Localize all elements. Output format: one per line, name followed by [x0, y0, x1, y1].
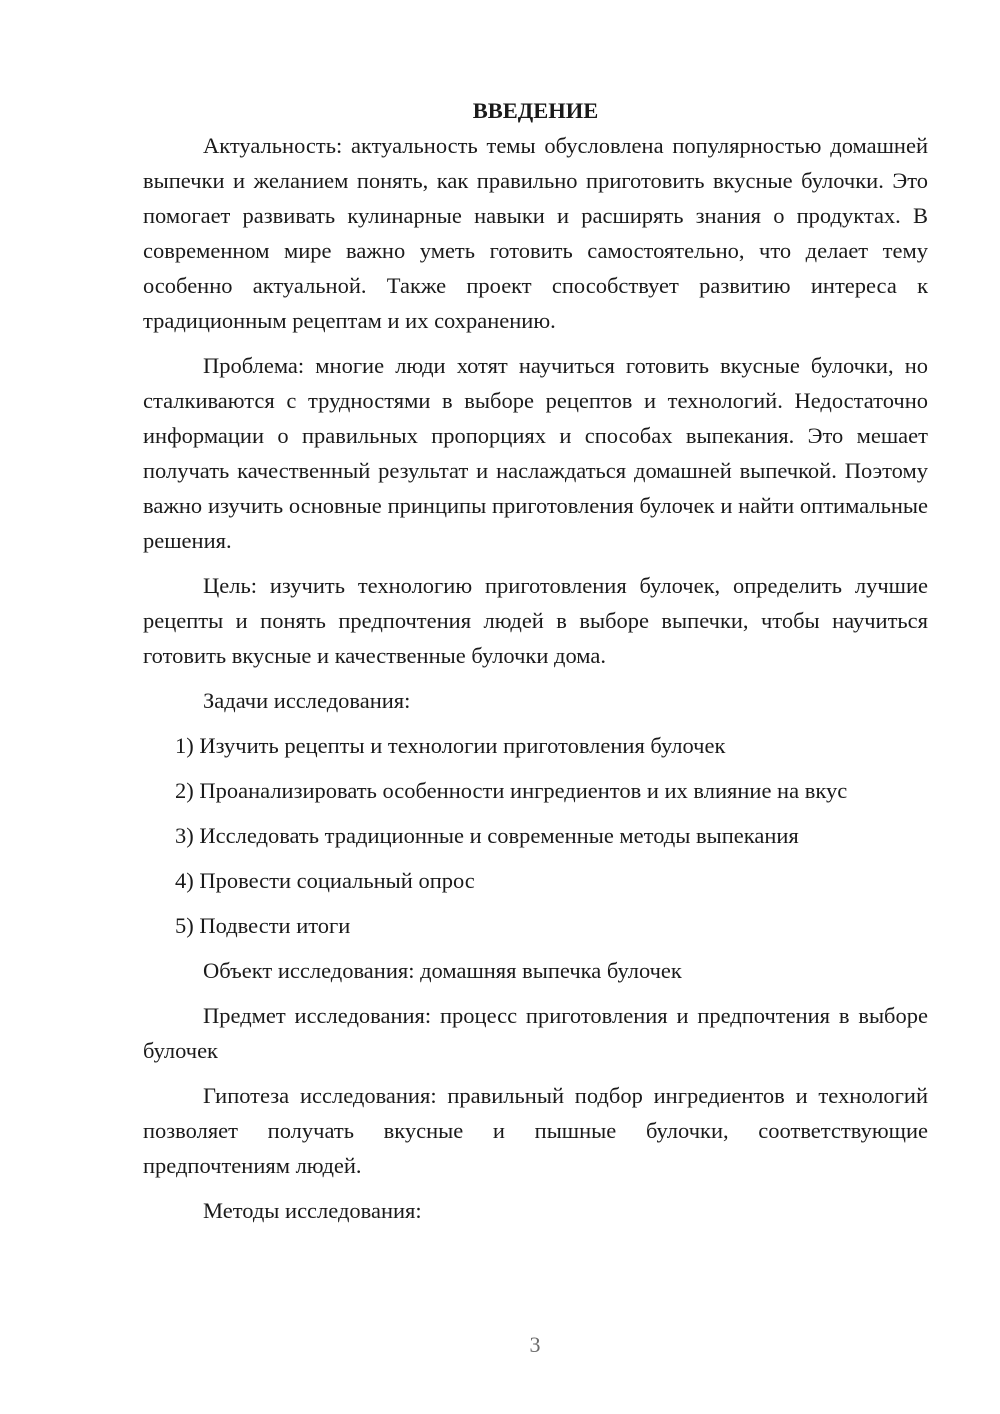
tasks-heading: Задачи исследования: — [203, 688, 411, 713]
hypothesis-paragraph: Гипотеза исследования: правильный подбор ингредиентов и технологий позволяет получать вкусные и пышные булочки, соответствующие предпочтениям людей. — [143, 1083, 928, 1178]
object-paragraph: Объект исследования: домашняя выпечка булочек — [203, 958, 682, 983]
subject-paragraph: Предмет исследования: процесс приготовления и предпочтения в выборе булочек — [143, 1003, 928, 1063]
page-content — [143, 93, 928, 1228]
problem-paragraph: Проблема: многие люди хотят научиться готовить вкусные булочки, но сталкиваются с трудностями в выборе рецептов и технологий. Недостаточно информации о правильных пропорциях и способах выпекания. Это мешает получать качественный результат и наслаждаться домашней выпечкой. Поэтому важно изучить основные принципы приготовления булочек и найти оптимальные решения. — [143, 353, 928, 553]
methods-heading: Методы исследования: — [203, 1198, 422, 1223]
task-item: 1) Изучить рецепты и технологии приготовления булочек — [175, 733, 726, 758]
task-item: 5) Подвести итоги — [175, 913, 351, 938]
task-item: 4) Провести социальный опрос — [175, 868, 475, 893]
goal-paragraph: Цель: изучить технологию приготовления булочек, определить лучшие рецепты и понять предпочтения людей в выборе выпечки, чтобы научиться готовить вкусные и качественные булочки дома. — [143, 573, 928, 668]
tasks-list — [143, 728, 928, 943]
relevance-paragraph: Актуальность: актуальность темы обусловлена популярностью домашней выпечки и желанием понять, как правильно приготовить вкусные булочки. Это помогает развивать кулинарные навыки и расширять знания о продуктах. В современном мире важно уметь готовить самостоятельно, что делает тему особенно актуальной. Также проект способствует развитию интереса к традиционным рецептам и их сохранению. — [143, 133, 928, 333]
task-item: 3) Исследовать традиционные и современные методы выпекания — [175, 823, 799, 848]
task-item: 2) Проанализировать особенности ингредиентов и их влияние на вкус — [175, 778, 848, 803]
page-number: 3 — [529, 1332, 541, 1357]
section-title: ВВЕДЕНИЕ — [472, 98, 599, 123]
